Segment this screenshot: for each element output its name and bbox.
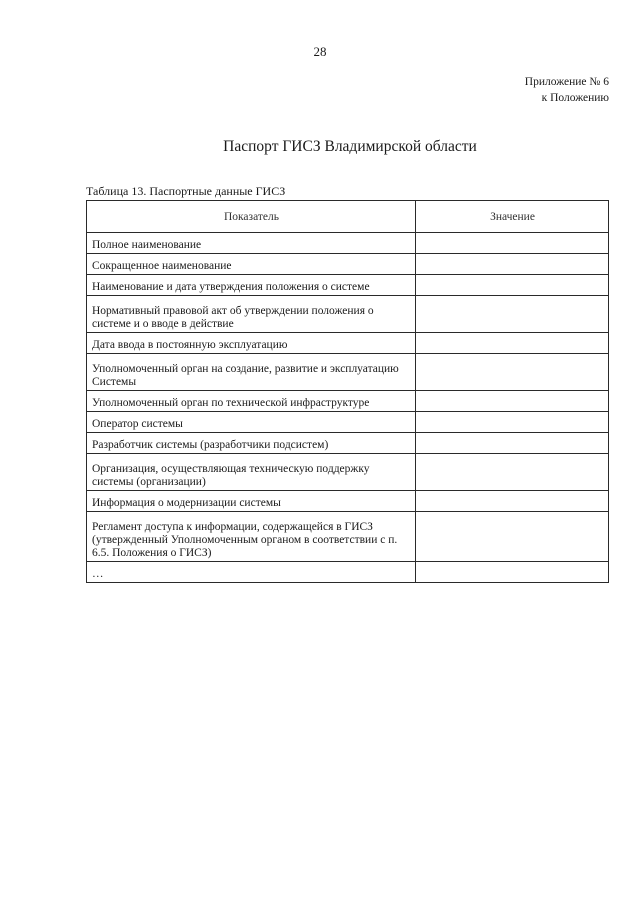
table-row — [87, 275, 609, 296]
row-label: Уполномоченный орган по технической инфраструктуре — [87, 391, 416, 412]
row-value — [416, 562, 609, 583]
row-label: Наименование и дата утверждения положения о системе — [87, 275, 416, 296]
row-value — [416, 412, 609, 433]
table-row — [87, 454, 609, 491]
appendix-line-2: к Положению — [541, 92, 609, 104]
table-row — [87, 433, 609, 454]
row-label: Уполномоченный орган на создание, развитие и эксплуатацию Системы — [87, 354, 416, 391]
table-row — [87, 333, 609, 354]
table-row — [87, 296, 609, 333]
table-row — [87, 491, 609, 512]
row-label: Регламент доступа к информации, содержащейся в ГИСЗ (утвержденный Уполномоченным органом в соответствии с п. 6.5. Положения о ГИСЗ) — [87, 512, 416, 562]
row-value — [416, 275, 609, 296]
row-value — [416, 333, 609, 354]
row-value — [416, 454, 609, 491]
row-value — [416, 233, 609, 254]
row-value — [416, 491, 609, 512]
row-label: Информация о модернизации системы — [87, 491, 416, 512]
row-value — [416, 391, 609, 412]
appendix-line-1: Приложение № 6 — [524, 76, 609, 88]
table-row — [87, 562, 609, 583]
row-label: … — [87, 562, 416, 583]
row-label: Разработчик системы (разработчики подсистем) — [87, 433, 416, 454]
passport-table — [86, 200, 609, 583]
table-row — [87, 354, 609, 391]
table-header-row — [87, 201, 609, 233]
row-label: Организация, осуществляющая техническую поддержку системы (организации) — [87, 454, 416, 491]
appendix-note — [525, 74, 609, 106]
table-row — [87, 412, 609, 433]
column-header-indicator: Показатель — [87, 201, 416, 233]
row-label: Оператор системы — [87, 412, 416, 433]
page-number: 28 — [313, 44, 327, 59]
row-label: Нормативный правовой акт об утверждении положения о системе и о вводе в действие — [87, 296, 416, 333]
row-label: Полное наименование — [87, 233, 416, 254]
table-caption: Таблица 13. Паспортные данные ГИСЗ — [86, 184, 286, 198]
row-label: Дата ввода в постоянную эксплуатацию — [87, 333, 416, 354]
row-value — [416, 512, 609, 562]
table-row — [87, 254, 609, 275]
table-row — [87, 391, 609, 412]
row-value — [416, 354, 609, 391]
document-title: Паспорт ГИСЗ Владимирской области — [223, 138, 477, 155]
column-header-value: Значение — [416, 201, 609, 233]
table-row — [87, 233, 609, 254]
row-label: Сокращенное наименование — [87, 254, 416, 275]
row-value — [416, 296, 609, 333]
row-value — [416, 433, 609, 454]
row-value — [416, 254, 609, 275]
table-row — [87, 512, 609, 562]
